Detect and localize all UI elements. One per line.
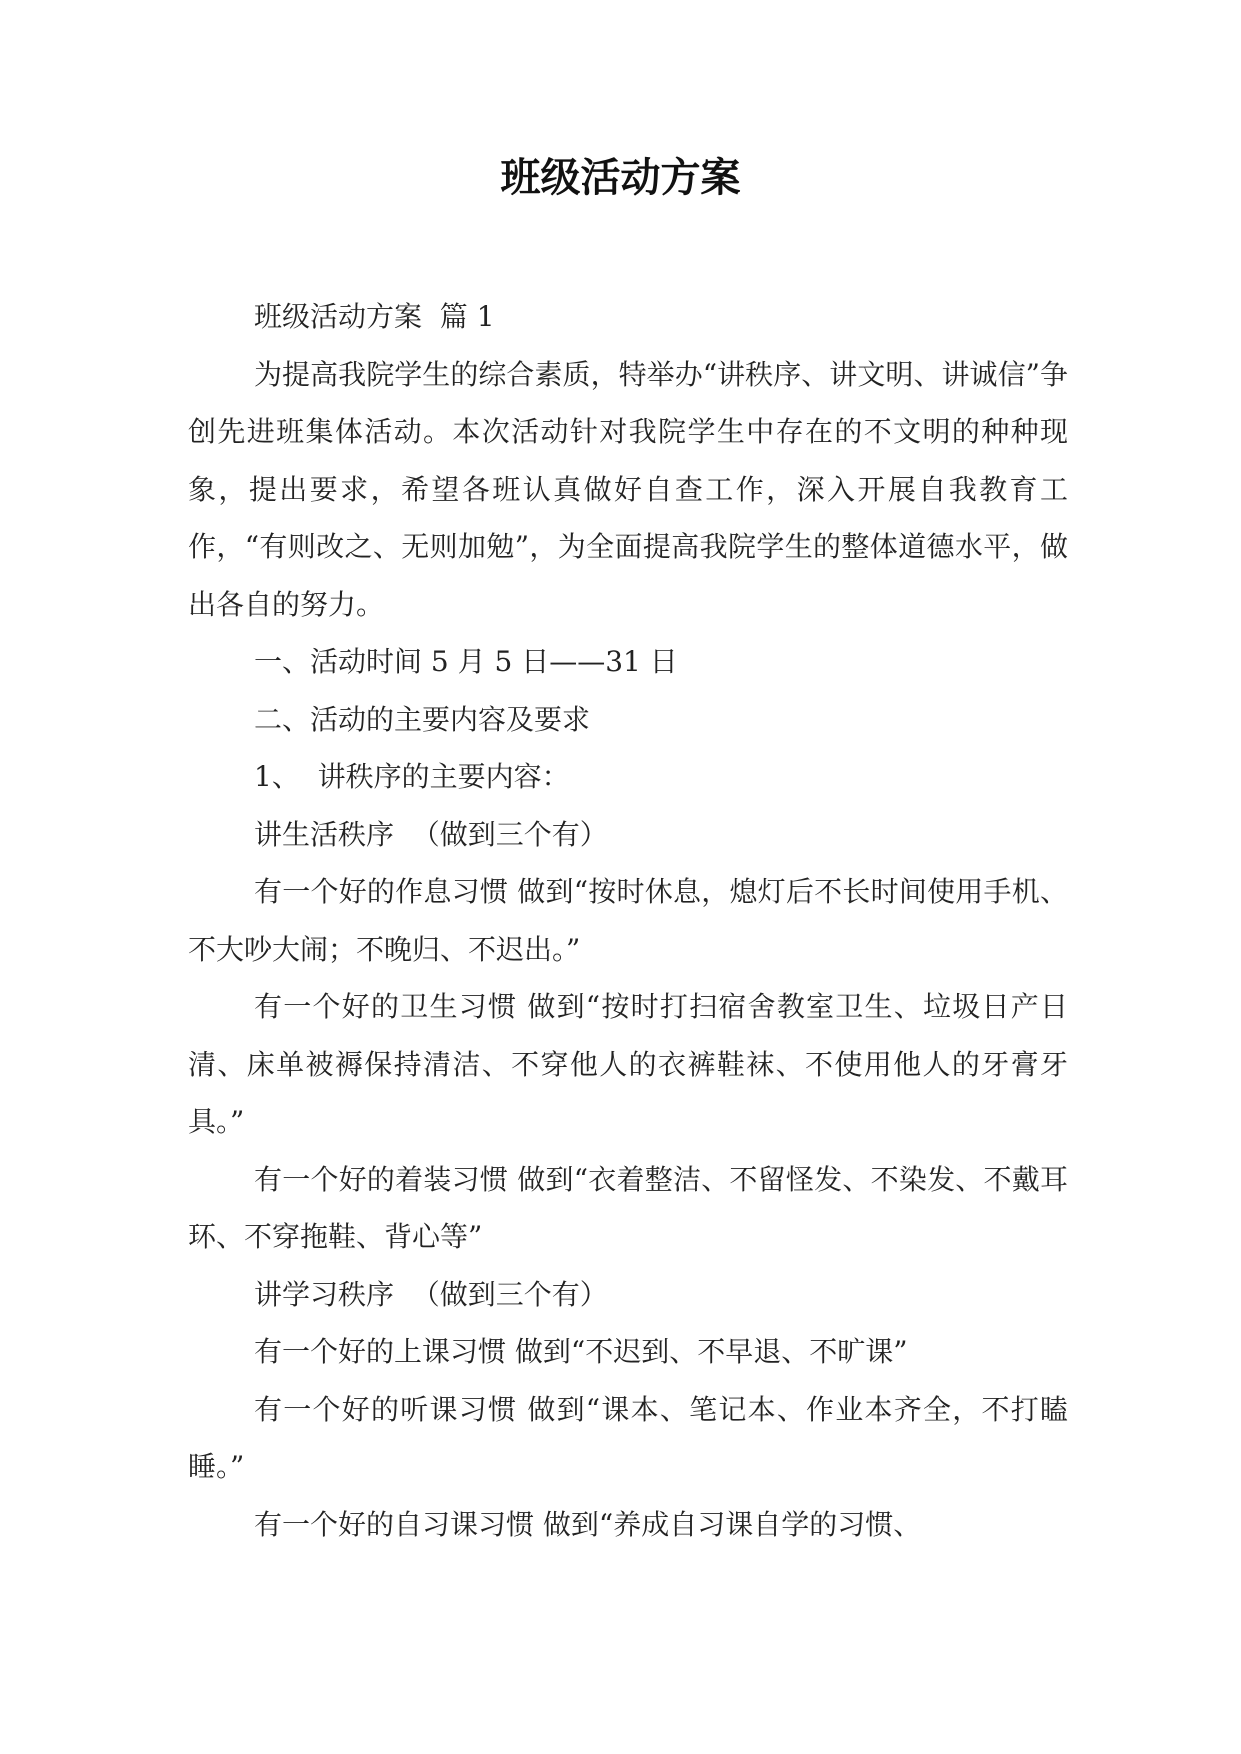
list-item: 有一个好的着装习惯 做到“衣着整洁、不留怪发、不染发、不戴耳环、不穿拖鞋、背心等” bbox=[188, 1162, 1068, 1253]
life-order-heading: 讲生活秩序 （做到三个有） bbox=[254, 817, 608, 851]
list-item: 有一个好的作息习惯 做到“按时休息，熄灯后不长时间使用手机、不大吵大闹；不晚归、不迟出。” bbox=[188, 875, 1068, 966]
content-heading: 二、活动的主要内容及要求 bbox=[254, 702, 591, 736]
study-order-heading: 讲学习秩序 （做到三个有） bbox=[254, 1277, 608, 1311]
list-item: 有一个好的卫生习惯 做到“按时打扫宿舍教室卫生、垃圾日产日清、床单被褥保持清洁、不穿他人的衣裤鞋袜、不使用他人的牙膏牙具。” bbox=[188, 990, 1068, 1138]
list-item: 有一个好的自习课习惯 做到“养成自习课自学的习惯、 bbox=[254, 1507, 922, 1541]
activity-time: 一、活动时间 5 月 5 日——31 日 bbox=[254, 645, 678, 678]
document-body bbox=[188, 288, 1068, 1553]
document-title: 班级活动方案 bbox=[500, 155, 741, 201]
intro-paragraph: 为提高我院学生的综合素质，特举办“讲秩序、讲文明、讲诚信”争创先进班集体活动。本次活动针对我院学生中存在的不文明的种种现象，提出要求，希望各班认真做好自查工作，深入开展自我教育工作，“有则改之、无则加勉”，为全面提高我院学生的整体道德水平，做出各自的努力。 bbox=[188, 357, 1068, 621]
list-item: 有一个好的听课习惯 做到“课本、笔记本、作业本齐全，不打瞌睡。” bbox=[188, 1392, 1068, 1483]
list-item: 有一个好的上课习惯 做到“不迟到、不早退、不旷课” bbox=[254, 1335, 908, 1368]
order-heading: 1、 讲秩序的主要内容： bbox=[254, 760, 570, 793]
section-heading: 班级活动方案 篇 1 bbox=[254, 300, 495, 333]
